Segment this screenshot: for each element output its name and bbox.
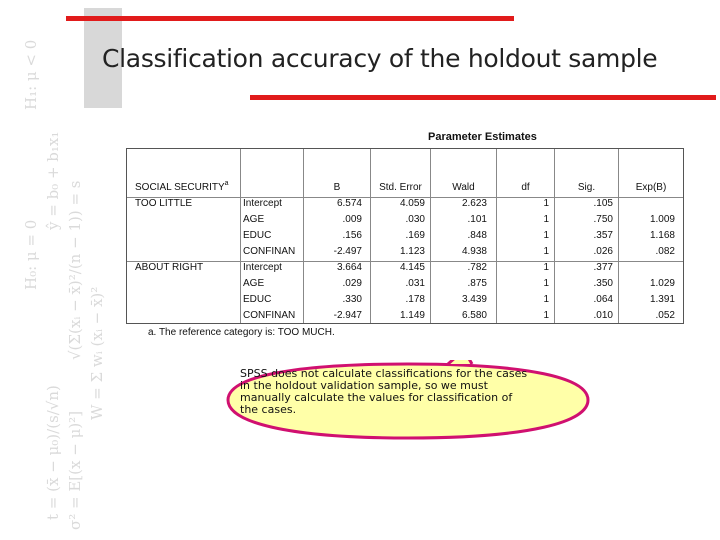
cell-df: 1 [543,310,549,321]
column-header-b: B [333,182,341,193]
cell-std-error: .169 [405,230,425,241]
cell-expb: 1.391 [649,294,675,305]
column-header-df: df [521,182,530,193]
cell-expb: 1.029 [649,278,675,289]
cell-wald: .848 [467,230,487,241]
cell-expb: 1.168 [649,230,675,241]
cell-df: 1 [543,214,549,225]
cell-std-error: 1.123 [399,246,425,257]
cell-sig: .026 [593,246,613,257]
cell-b: .029 [342,278,362,289]
cell-df: 1 [543,278,549,289]
cell-std-error: 4.145 [399,262,425,273]
group-label: TOO LITTLE [135,198,193,209]
decorative-formula: H₁: μ < 0 [22,39,40,110]
cell-std-error: .031 [405,278,425,289]
decorative-formula: √(Σ(xᵢ − x̄)²/(n − 1)) = s [66,180,84,360]
decorative-formula: ŷ = b₀ + b₁x₁ [44,131,62,230]
cell-std-error: 4.059 [399,198,425,209]
cell-expb [619,197,675,211]
cell-df: 1 [543,294,549,305]
cell-b: .156 [342,230,362,241]
parameter-estimates-table [126,148,684,324]
cell-df: 1 [543,262,549,273]
cell-b: .009 [342,214,362,225]
cell-b: 6.574 [336,198,362,209]
cell-sig: .377 [593,262,613,273]
cell-b: 3.664 [336,262,362,273]
column-header-wald: Wald [452,182,475,193]
row-variable: Intercept [243,262,282,273]
row-variable: EDUC [243,230,272,241]
column-header-expb: Exp(B) [635,182,667,193]
row-variable: Intercept [243,198,282,209]
top-red-bar [66,16,514,21]
row-variable: EDUC [243,294,272,305]
cell-sig: .750 [593,214,613,225]
cell-wald: .875 [467,278,487,289]
cell-df: 1 [543,230,549,241]
group-header: SOCIAL SECURITY$^a$ [135,180,229,193]
row-variable: CONFINAN [243,310,296,321]
row-variable: AGE [243,278,265,289]
cell-expb [619,261,675,275]
cell-sig: .357 [593,230,613,241]
cell-sig: .010 [593,310,613,321]
callout-text: SPSS does not calculate classifications for the cases in the holdout validation sample, so we must manually calculate the values for classification of the cases. [240,367,528,416]
row-variable: AGE [243,214,265,225]
table-footnote: a. The reference category is: TOO MUCH. [148,327,335,338]
cell-b: .330 [342,294,362,305]
group-label: ABOUT RIGHT [135,262,204,273]
column-header-std-error: Std. Error [379,182,422,193]
slide-title: Classification accuracy of the holdout sample [102,44,658,73]
decorative-formula-strip [0,0,122,540]
cell-df: 1 [543,246,549,257]
cell-df: 1 [543,198,549,209]
cell-sig: .105 [593,198,613,209]
cell-b: -2.947 [333,310,362,321]
column-header-sig: Sig. [577,182,596,193]
decorative-formula: t = (x̄ − μ₀)/(s/√n) [44,385,62,520]
cell-std-error: .030 [405,214,425,225]
right-red-bar [250,95,716,100]
decorative-formula: σ² = E[(x − μ)²] [66,410,84,530]
cell-wald: 4.938 [461,246,487,257]
cell-wald: .782 [467,262,487,273]
row-variable: CONFINAN [243,246,296,257]
cell-wald: 2.623 [461,198,487,209]
cell-expb: .082 [655,246,675,257]
cell-wald: .101 [467,214,487,225]
parameter-estimates-title: Parameter Estimates [428,131,537,143]
decorative-formula: H₀: μ = 0 [22,219,40,290]
cell-expb: 1.009 [649,214,675,225]
cell-std-error: 1.149 [399,310,425,321]
cell-wald: 6.580 [461,310,487,321]
cell-b: -2.497 [333,246,362,257]
decorative-formula: W = Σ wᵢ (xᵢ − x̄)² [88,286,106,420]
cell-std-error: .178 [405,294,425,305]
cell-wald: 3.439 [461,294,487,305]
cell-sig: .350 [593,278,613,289]
cell-expb: .052 [655,310,675,321]
cell-sig: .064 [593,294,613,305]
